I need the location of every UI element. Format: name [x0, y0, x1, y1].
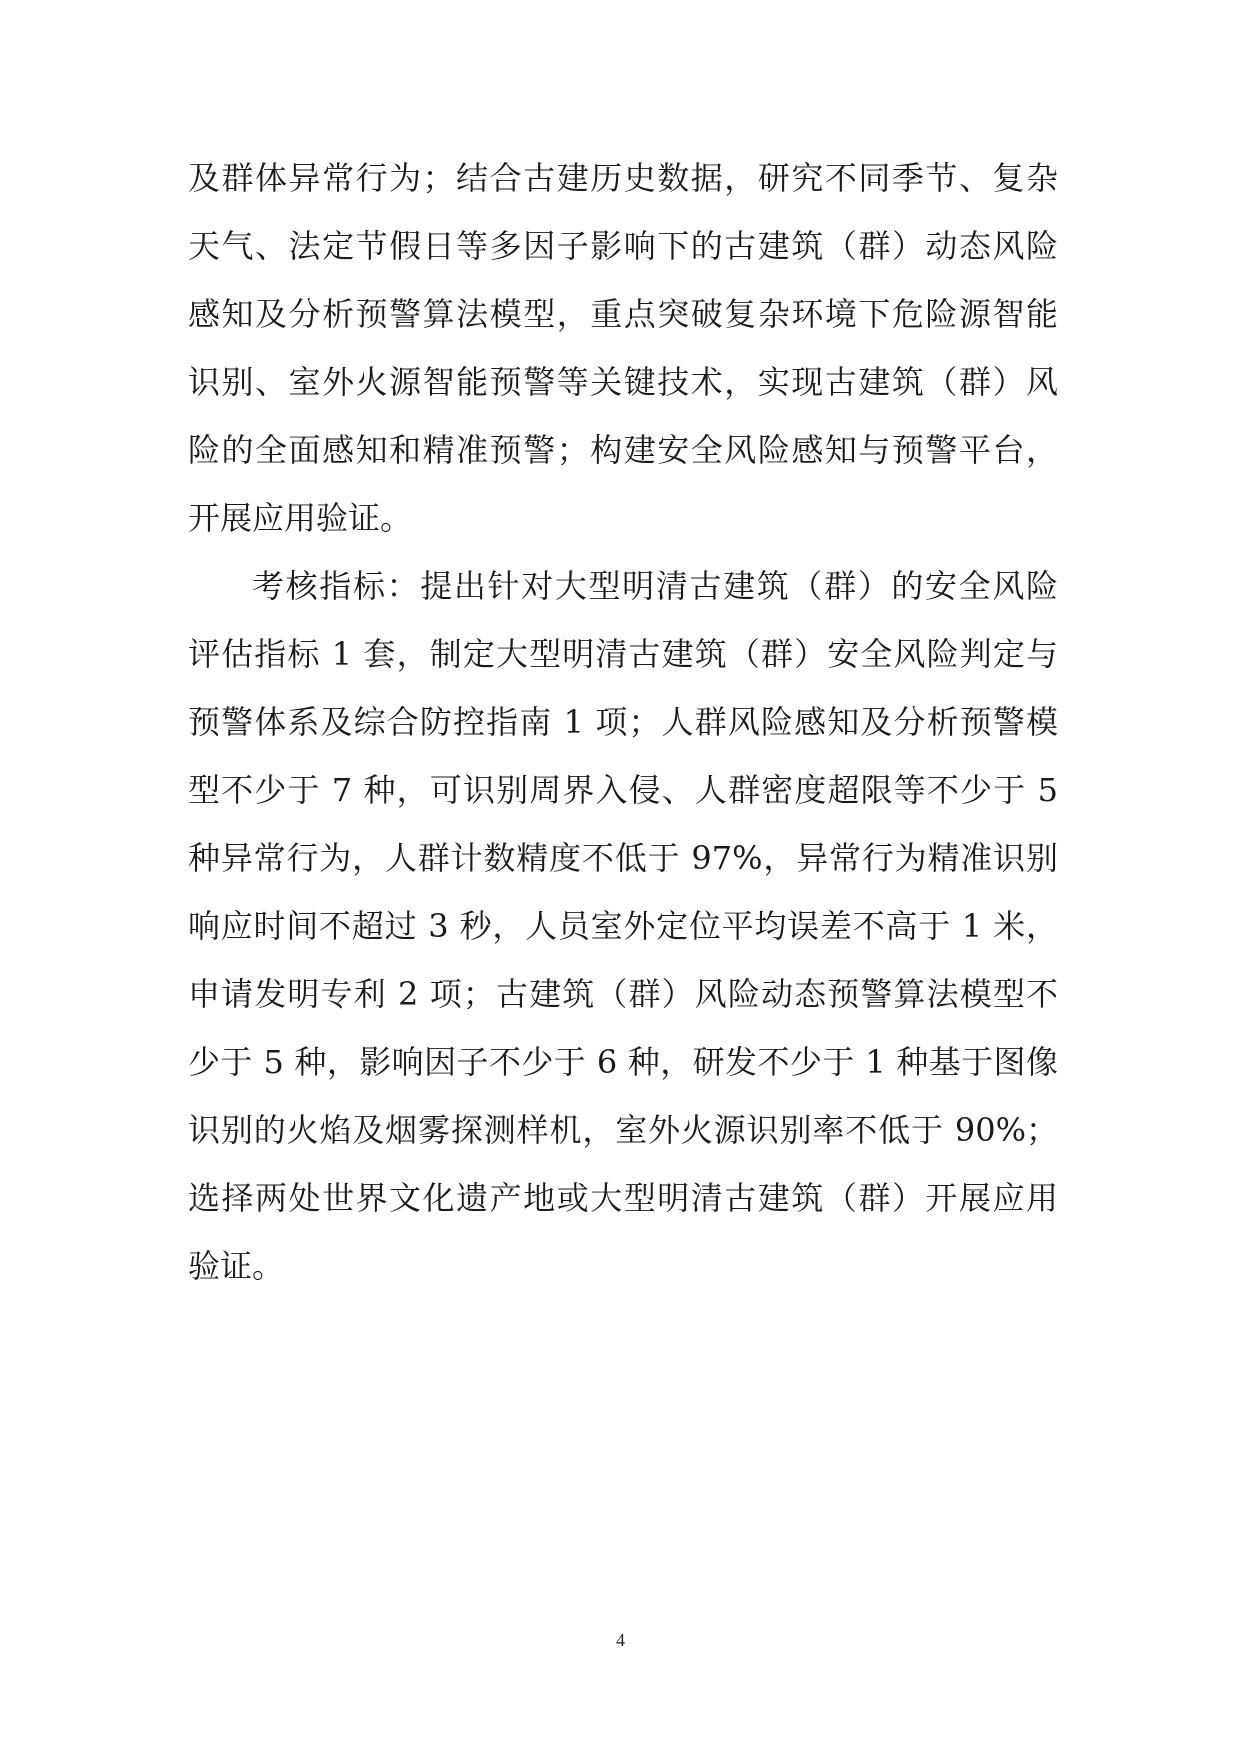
paragraph-2-line-10: 选择两处世界文化遗产地或大型明清古建筑（群）开展应用 — [188, 1179, 1058, 1217]
body-text — [188, 144, 1058, 1300]
paragraph-1-line-4: 识别、室外火源智能预警等关键技术，实现古建筑（群）风 — [188, 363, 1058, 401]
paragraph-2-line-4: 型不少于 7 种，可识别周界入侵、人群密度超限等不少于 5 — [188, 771, 1058, 809]
paragraph-2-line-3: 预警体系及综合防控指南 1 项；人群风险感知及分析预警模 — [188, 703, 1058, 741]
paragraph-1-line-6: 开展应用验证。 — [188, 499, 413, 537]
paragraph-1-line-2: 天气、法定节假日等多因子影响下的古建筑（群）动态风险 — [188, 227, 1058, 265]
paragraph-2-line-6: 响应时间不超过 3 秒，人员室外定位平均误差不高于 1 米， — [188, 907, 1058, 945]
paragraph-2-line-5: 种异常行为，人群计数精度不低于 97%，异常行为精准识别 — [188, 839, 1058, 877]
paragraph-1-line-3: 感知及分析预警算法模型，重点突破复杂环境下危险源智能 — [188, 295, 1058, 333]
paragraph-1-line-1: 及群体异常行为；结合古建历史数据，研究不同季节、复杂 — [188, 159, 1058, 197]
page-number: 4 — [616, 1630, 625, 1650]
paragraph-2-line-7: 申请发明专利 2 项；古建筑（群）风险动态预警算法模型不 — [188, 975, 1058, 1013]
paragraph-2-line-2: 评估指标 1 套，制定大型明清古建筑（群）安全风险判定与 — [188, 635, 1058, 673]
paragraph-2-line-1: 考核指标：提出针对大型明清古建筑（群）的安全风险 — [252, 567, 1058, 605]
paragraph-2-line-8: 少于 5 种，影响因子不少于 6 种，研发不少于 1 种基于图像 — [188, 1043, 1058, 1081]
paragraph-2-line-11: 验证。 — [188, 1247, 285, 1285]
paragraph-2-line-9: 识别的火焰及烟雾探测样机，室外火源识别率不低于 90%； — [188, 1111, 1058, 1149]
paragraph-1-line-5: 险的全面感知和精准预警；构建安全风险感知与预警平台， — [188, 431, 1058, 469]
